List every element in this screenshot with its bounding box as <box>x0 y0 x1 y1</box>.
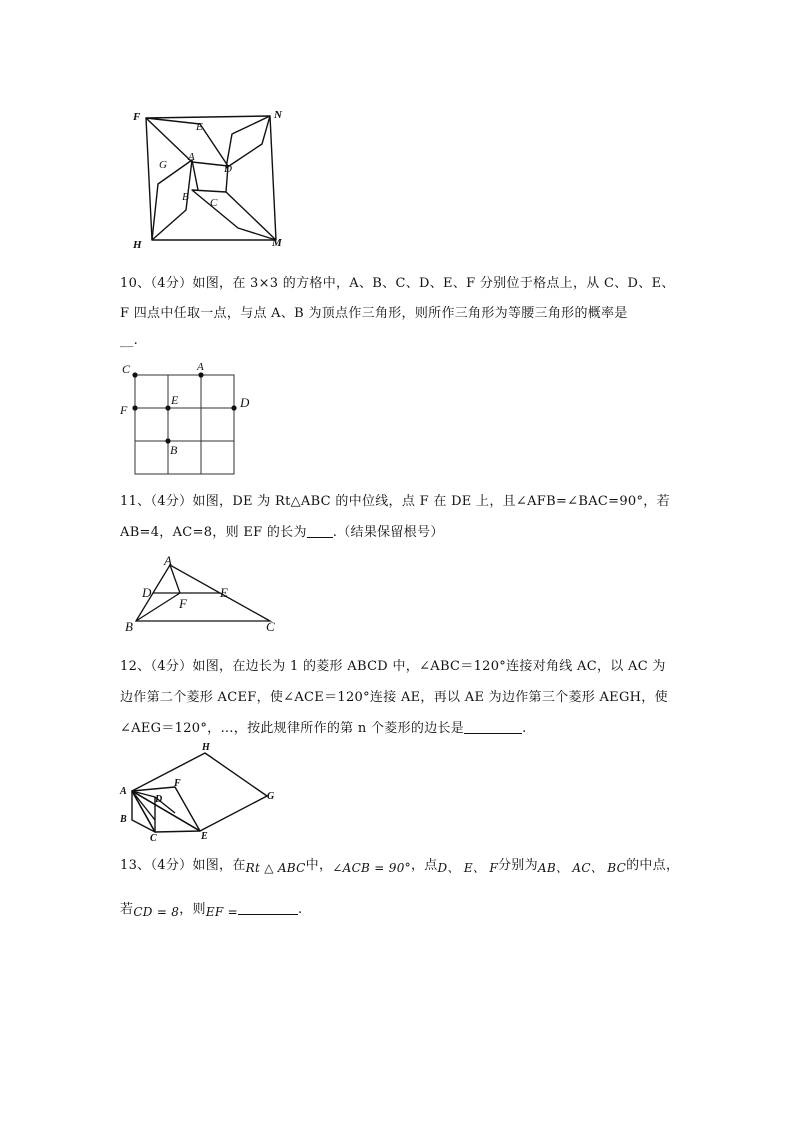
tri-label-F: F <box>179 596 187 611</box>
q11-answer-blank[interactable] <box>307 525 333 538</box>
rh-label-G: G <box>267 791 275 802</box>
tri-label-A: A <box>164 555 172 568</box>
rh-label-C: C <box>150 833 157 844</box>
q13-math-cd: CD = 8 <box>133 905 180 919</box>
label-H: H <box>133 239 142 250</box>
q13-line-1 <box>120 854 679 876</box>
label-F: F <box>133 111 141 123</box>
label-M: M <box>272 237 282 249</box>
tri-label-B: B <box>125 619 133 634</box>
q13-math-rt: Rt △ ABC <box>245 861 306 875</box>
q13-math-ef: EF = <box>205 905 238 919</box>
q13-answer-blank[interactable] <box>238 902 298 915</box>
q13-text-zhong: 中， <box>305 858 333 873</box>
rh-label-A: A <box>120 786 127 797</box>
grid-label-D: D <box>240 395 250 410</box>
q12-answer-blank[interactable] <box>464 721 522 734</box>
label-E: E <box>196 121 203 133</box>
tri-label-D: D <box>142 585 152 600</box>
q13-math-def: D、 E、 F <box>437 861 498 875</box>
q11-line-1: 11、（4分）如图，DE 为 Rt△ABC 的中位线，点 F 在 DE 上，且∠AFB=∠BAC=90°，若 <box>120 494 670 509</box>
q13-text-ruo: 若 <box>120 902 134 917</box>
q13-text-dian: ，点 <box>410 858 438 873</box>
q11-line-2 <box>120 521 444 540</box>
q12-line-3 <box>120 717 527 736</box>
label-C: C <box>210 197 218 209</box>
rh-label-F: F <box>174 778 181 789</box>
q13-text-fenbie: 分别为 <box>497 858 538 873</box>
q12-line-3b: . <box>522 721 527 736</box>
q13-math-angle: ∠ACB = 90° <box>332 861 411 875</box>
grid-label-B: B <box>170 443 178 457</box>
label-D: D <box>224 163 232 175</box>
q11-line-2a: AB=4，AC=8，则 EF 的长为 <box>120 525 307 540</box>
grid-label-E: E <box>171 393 179 407</box>
rh-label-H: H <box>202 742 210 753</box>
q12-line-2: 边作第二个菱形 ACEF，使∠ACE＝120°连接 AE，再以 AE 为边作第三个菱形 AEGH，使 <box>120 690 668 705</box>
label-B: B <box>182 191 189 203</box>
q13-line-2 <box>120 898 302 919</box>
q12-line-3a: ∠AEG＝120°，…，按此规律所作的第 n 个菱形的边长是 <box>120 721 465 736</box>
q10-line-3: __. <box>120 333 139 348</box>
tri-label-C: C <box>266 619 275 634</box>
grid-label-C: C <box>122 362 131 376</box>
tri-label-E: E <box>220 585 228 600</box>
q10-line-2: F 四点中任取一点，与点 A、B 为顶点作三角形，则所作三角形为等腰三角形的概率是 <box>120 306 628 321</box>
q13-text-ze: ，则 <box>179 902 206 917</box>
label-A: A <box>188 151 195 163</box>
q13-prefix: 13、（4分）如图，在 <box>120 858 246 873</box>
q13-math-mid: AB、 AC、 BC <box>537 861 627 875</box>
grid-label-F: F <box>120 403 128 417</box>
label-N: N <box>274 109 282 121</box>
q13-text-dot: . <box>298 902 303 917</box>
rhombus-figure <box>115 738 285 846</box>
q10-line-1: 10、（4分）如图，在 3×3 的方格中，A、B、C、D、E、F 分别位于格点上，从 C、D、E、 <box>120 276 675 291</box>
rh-label-B: B <box>120 814 127 825</box>
label-G: G <box>159 159 167 171</box>
q13-text-end: 的中点， <box>626 858 680 873</box>
grid-label-A: A <box>197 361 204 373</box>
rh-label-E: E <box>201 831 208 842</box>
rh-label-D: D <box>155 794 163 805</box>
q11-line-2b: .（结果保留根号） <box>332 525 444 540</box>
triangle-figure <box>118 555 283 635</box>
q12-line-1: 12、（4分）如图，在边长为 1 的菱形 ABCD 中，∠ABC＝120°连接对角线 AC，以 AC 为 <box>120 659 666 674</box>
pinwheel-figure <box>128 104 290 250</box>
grid-figure <box>115 358 255 478</box>
